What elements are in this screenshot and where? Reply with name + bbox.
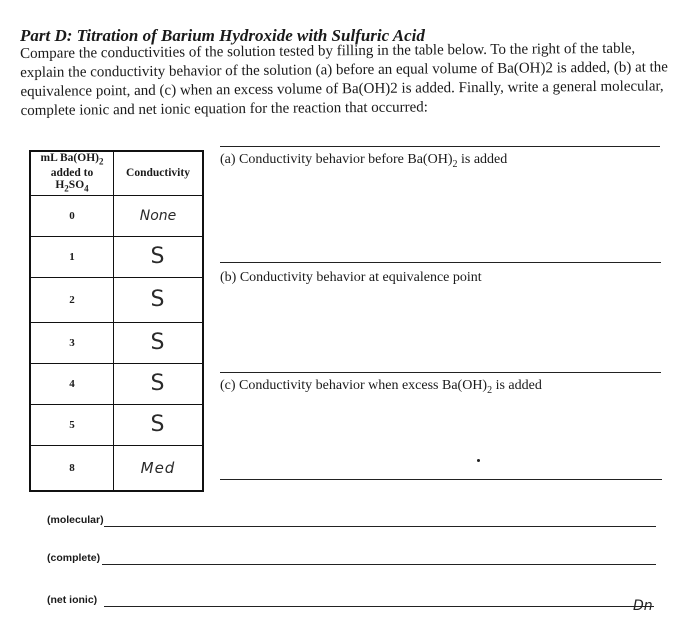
complete-equation-line[interactable] (102, 564, 656, 565)
header-conductivity: Conductivity (114, 151, 204, 195)
table-row (30, 404, 203, 445)
answer-line-a[interactable] (220, 262, 661, 263)
conductivity-cell[interactable]: S (114, 404, 204, 445)
part-title: Part D: Titration of Barium Hydroxide with Sulfuric Acid (20, 26, 425, 45)
molecular-equation-line[interactable] (104, 526, 656, 527)
handwritten-initials: Dn (633, 598, 653, 614)
table-row (30, 445, 203, 491)
ml-cell: 8 (30, 445, 114, 491)
ml-cell: 2 (30, 277, 114, 322)
table-row (30, 322, 203, 363)
conductivity-cell[interactable]: Med (114, 445, 204, 491)
complete-label: (complete) (47, 552, 101, 564)
ml-cell: 1 (30, 236, 114, 277)
ml-cell: 5 (30, 404, 114, 445)
ml-cell: 4 (30, 363, 114, 404)
header-ml-added: mL $Ba(OH)_2$ added to $H_2SO_4$ (30, 151, 114, 195)
molecular-label: (molecular) (47, 514, 104, 526)
conductivity-table (29, 150, 204, 492)
instructions-text: Compare the conductivities of the solution tested by filling in the table below. To the right of the table, explain the conductivity behavior of the solution (a) before an equal volume of Ba(OH)2 is added, (b) at the equivalence point, and (c) when an excess volume of Ba(OH)2 is added. Finally, write a general molecular, complete ionic and net ionic equation for the reaction that occurred: (20, 40, 669, 119)
question-b-label: (b) Conductivity behavior at equivalence point (220, 270, 482, 285)
table-row (30, 195, 203, 236)
pen-mark (477, 459, 480, 462)
conductivity-cell[interactable]: S (114, 322, 204, 363)
conductivity-cell[interactable]: S (114, 363, 204, 404)
ml-cell: 0 (30, 195, 114, 236)
answer-line-c[interactable] (220, 479, 662, 480)
table-row (30, 236, 203, 277)
conductivity-cell[interactable]: None (114, 195, 204, 236)
conductivity-cell[interactable]: S (114, 277, 204, 322)
ml-cell: 3 (30, 322, 114, 363)
net-ionic-label: (net ionic) (47, 594, 98, 606)
net-ionic-equation-line[interactable] (104, 606, 654, 607)
table-row (30, 363, 203, 404)
question-a-label: (a) Conductivity behavior before $Ba(OH)_2$ is added (220, 152, 508, 170)
table-row (30, 277, 203, 322)
conductivity-cell[interactable]: S (114, 236, 204, 277)
answer-line-b[interactable] (220, 372, 661, 373)
question-c-label: (c) Conductivity behavior when excess $Ba(OH)_2$ is added (220, 378, 542, 396)
table-header-row (30, 151, 203, 195)
answer-line-top (220, 146, 660, 147)
